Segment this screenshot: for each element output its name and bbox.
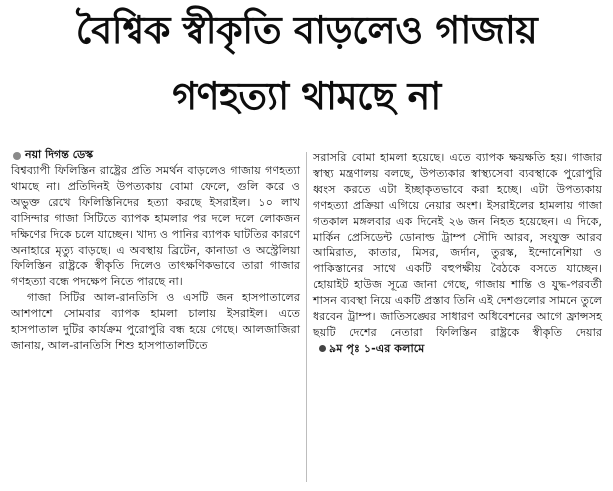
continuation-link[interactable] xyxy=(319,341,424,357)
dateline-text: নয়া দিগন্ত ডেস্ক xyxy=(25,148,94,161)
headline-line-1: বৈশ্বিক স্বীকৃতি বাড়লেও গাজায় xyxy=(75,8,538,52)
paragraph: গাজা সিটির আল-রানতিসি ও এসটি জন হাসপাতালের আশপাশে সোমবার ব্যাপক হামলা চালায় ইসরাইল। এতে হাসপাতাল দুটির কার্যক্রম পুরোপুরি বন্ধ হয়ে গেছে। আলজাজিরা জানায়, আল-রানতিসি শিশু হাসপাতালটিতে xyxy=(11,291,300,352)
continuation-text: ৯ম পৃঃ ১-এর কলামে xyxy=(329,341,425,355)
column-divider xyxy=(306,152,307,482)
paragraph: বিশ্বব্যাপী ফিলিস্তিন রাষ্ট্রের প্রতি সমর্থন বাড়লেও গাজায় গণহত্যা থামছে না। প্রতিদিনই উপত্যকায় বোমা ফেলে, গুলি করে ও অভুক্ত রেখে ফিলিস্তিনিদের হত্যা করছে ইসরাইল। ১০ লাখ বাসিন্দার গাজা সিটিতে ব্যাপক হামলার পর দলে দলে লোকজন দক্ষিণের দিকে চলে যাচ্ছেন। খাদ্য ও পানির ব্যাপক ঘাটতির কারণে অনাহারে মৃত্যু বাড়ছে। এ অবস্থায় ব্রিটেন, কানাডা ও অস্ট্রেলিয়া ফিলিস্তিন রাষ্ট্রকে স্বীকৃতি দিলেও তাৎক্ষণিকভাবে তারা গাজার গণহত্যা বন্ধে পদক্ষেপ নিতে পারছে না। xyxy=(11,164,300,289)
paragraph xyxy=(313,150,602,357)
article-column-right xyxy=(313,150,602,357)
paragraph-text: সরাসরি বোমা হামলা হয়েছে। এতে ব্যাপক ক্ষয়ক্ষতি হয়। গাজার স্বাস্থ্য মন্ত্রণালয় বলছে, উপত্যকার স্বাস্থ্যসেবা ব্যবস্থাকে পুরোপুরি ধ্বংস করতে এটা ইচ্ছাকৃতভাবে করা হচ্ছে। এটা উপত্যকায় গণহত্যা প্রক্রিয়া এগিয়ে নেয়ার অংশ। ইসরাইলের হামলায় গাজা গতকাল মঙ্গলবার এক দিনেই ২৬ জন নিহত হয়েছেন। এ দিকে, মার্কিন প্রেসিডেন্ট ডোনাল্ড ট্রাম্প সৌদি আরব, সংযুক্ত আরব আমিরাত, কাতার, মিসর, জর্দান, তুরস্ক, ইন্দোনেশিয়া ও পাকিস্তানের সাথে একটি বহুপক্ষীয় বৈঠকে বসতে যাচ্ছেন। হোয়াইট হাউজ সূত্রে জানা গেছে, গাজায় শান্তি ও যুদ্ধ-পরবর্তী শাসন ব্যবস্থা নিয়ে একটি প্রস্তাব তিনি এই দেশগুলোর সামনে তুলে ধরবেন ট্রাম্প। জাতিসঙ্ঘের সাধারণ অধিবেশনের আগে ফ্রান্সসহ ছয়টি দেশের নেতারা ফিলিস্তিন রাষ্ট্রকে স্বীকৃতি দেয়ার xyxy=(313,151,602,339)
bullet-icon xyxy=(319,345,326,352)
bullet-icon xyxy=(13,152,21,160)
article-column-left xyxy=(11,163,300,354)
headline-line-2: গণহত্যা থামছে না xyxy=(172,74,441,118)
